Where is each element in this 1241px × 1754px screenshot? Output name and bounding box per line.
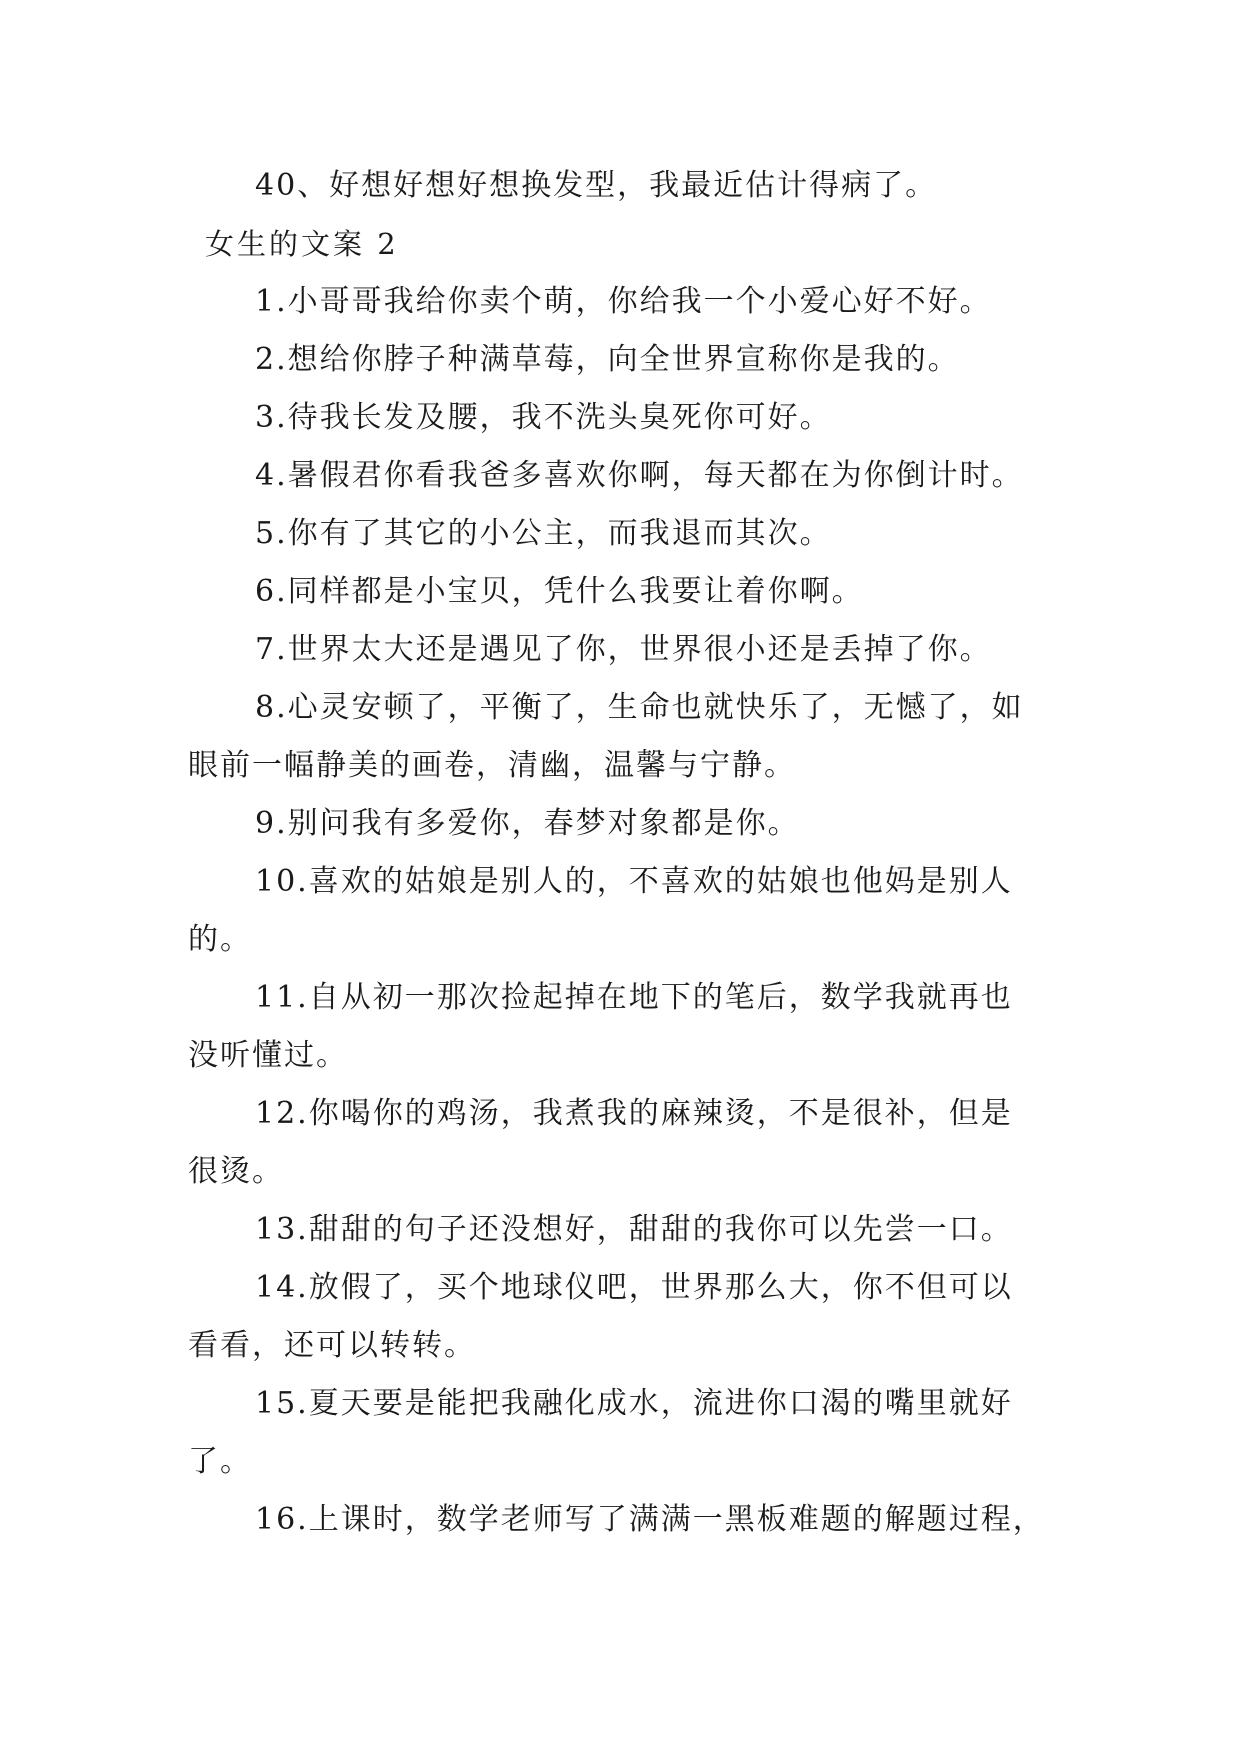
text-line: 4.暑假君你看我爸多喜欢你啊，每天都在为你倒计时。: [255, 458, 1024, 493]
text-line: 16.上课时，数学老师写了满满一黑板难题的解题过程，: [255, 1502, 1045, 1537]
text-line: 6.同样都是小宝贝，凭什么我要让着你啊。: [255, 574, 864, 609]
section-heading: 女生的文案 2: [205, 227, 399, 261]
text-line: 7.世界太大还是遇见了你，世界很小还是丢掉了你。: [255, 632, 992, 667]
text-line: 10.喜欢的姑娘是别人的，不喜欢的姑娘也他妈是别人: [255, 864, 1013, 899]
text-line: 11.自从初一那次捡起掉在地下的笔后，数学我就再也: [255, 980, 1013, 1015]
text-line: 9.别问我有多爱你，春梦对象都是你。: [255, 806, 800, 841]
text-line: 14.放假了，买个地球仪吧，世界那么大，你不但可以: [255, 1270, 1013, 1305]
text-line: 12.你喝你的鸡汤，我煮我的麻辣烫，不是很补，但是: [255, 1096, 1013, 1131]
text-line: 3.待我长发及腰，我不洗头臭死你可好。: [255, 400, 832, 435]
text-line: 8.心灵安顿了，平衡了，生命也就快乐了，无憾了，如: [255, 690, 1024, 725]
text-line: 15.夏天要是能把我融化成水，流进你口渴的嘴里就好: [255, 1386, 1013, 1421]
text-line: 了。: [188, 1444, 252, 1479]
text-line: 眼前一幅静美的画卷，清幽，温馨与宁静。: [188, 748, 796, 783]
text-line: 的。: [188, 922, 252, 957]
text-line: 13.甜甜的句子还没想好，甜甜的我你可以先尝一口。: [255, 1212, 1013, 1247]
text-line: 1.小哥哥我给你卖个萌，你给我一个小爱心好不好。: [255, 284, 992, 319]
text-line: 2.想给你脖子种满草莓，向全世界宣称你是我的。: [255, 342, 960, 377]
text-line: 很烫。: [188, 1154, 284, 1189]
text-line: 看看，还可以转转。: [188, 1328, 476, 1363]
text-line: 没听懂过。: [188, 1038, 348, 1073]
text-line: 5.你有了其它的小公主，而我退而其次。: [255, 516, 832, 551]
text-line: 40、好想好想好想换发型，我最近估计得病了。: [255, 168, 938, 203]
